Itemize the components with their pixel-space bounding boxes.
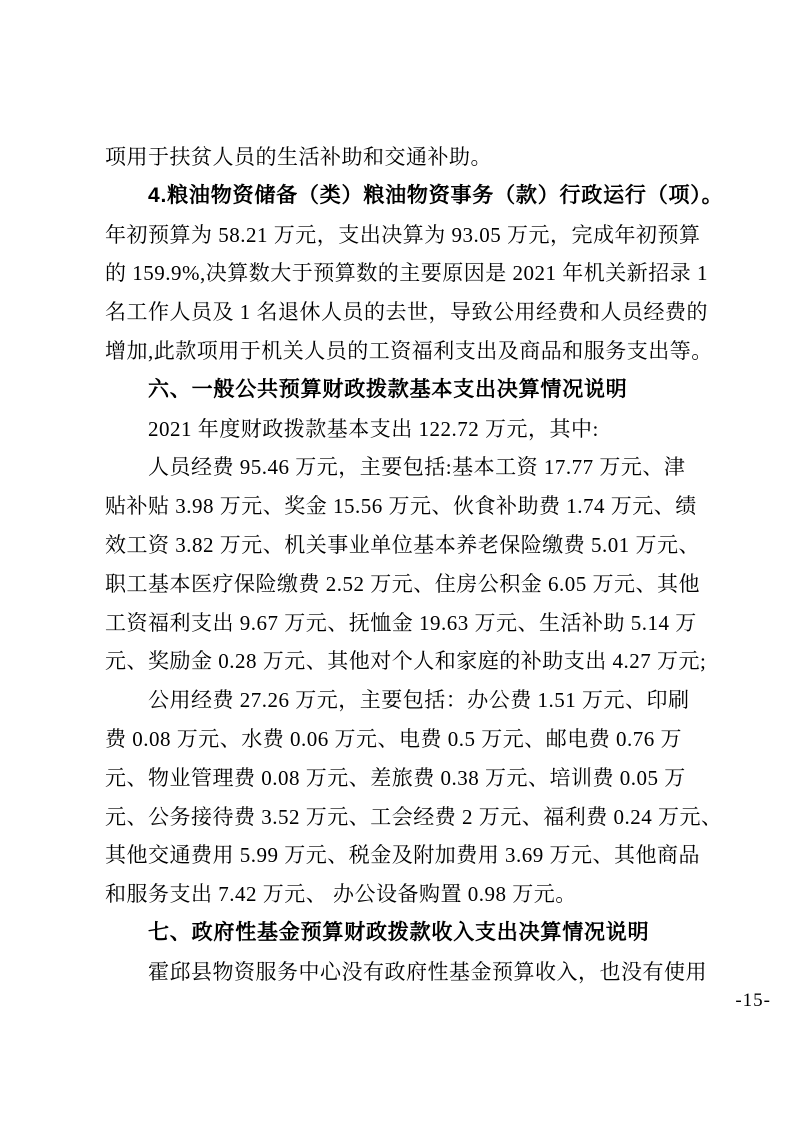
text-line: 的 159.9%,决算数大于预算数的主要原因是 2021 年机关新招录 1 <box>105 261 708 286</box>
text-line: 其他交通费用 5.99 万元、税金及附加费用 3.69 万元、其他商品 <box>105 843 700 868</box>
text-line: 效工资 3.82 万元、机关事业单位基本养老保险缴费 5.01 万元、 <box>105 532 700 557</box>
text-line: 项用于扶贫人员的生活补助和交通补助。 <box>105 145 492 169</box>
text-line: 元、物业管理费 0.08 万元、差旅费 0.38 万元、培训费 0.05 万 <box>105 765 686 790</box>
heading-line: 六、一般公共预算财政拨款基本支出决算情况说明 <box>148 377 628 401</box>
text-line: 增加,此款项用于机关人员的工资福利支出及商品和服务支出等。 <box>105 338 713 363</box>
text-line: 名工作人员及 1 名退休人员的去世，导致公用经费和人员经费的 <box>105 300 708 325</box>
heading-line: 七、政府性基金预算财政拨款收入支出决算情况说明 <box>148 920 650 944</box>
text-line: 年初预算为 58.21 万元，支出决算为 93.05 万元，完成年初预算 <box>105 222 701 247</box>
text-line: 霍邱县物资服务中心没有政府性基金预算收入，也没有使用 <box>148 959 707 984</box>
page-number: -15- <box>735 990 771 1011</box>
text-line: 工资福利支出 9.67 万元、抚恤金 19.63 万元、生活补助 5.14 万 <box>105 610 697 635</box>
heading-line: 4.粮油物资储备（类）粮油物资事务（款）行政运行（项）。 <box>148 183 724 207</box>
text-line: 元、公务接待费 3.52 万元、工会经费 2 万元、福利费 0.24 万元、 <box>105 804 723 829</box>
text-line: 和服务支出 7.42 万元、 办公设备购置 0.98 万元。 <box>105 882 577 907</box>
text-line: 元、奖励金 0.28 万元、其他对个人和家庭的补助支出 4.27 万元; <box>105 649 707 674</box>
text-line: 职工基本医疗保险缴费 2.52 万元、住房公积金 6.05 万元、其他 <box>105 571 700 596</box>
text-line: 2021 年度财政拨款基本支出 122.72 万元，其中: <box>148 416 599 441</box>
text-line: 公用经费 27.26 万元，主要包括：办公费 1.51 万元、印刷 <box>148 688 690 713</box>
text-line: 贴补贴 3.98 万元、奖金 15.56 万元、伙食补助费 1.74 万元、绩 <box>105 494 697 519</box>
text-line: 人员经费 95.46 万元，主要包括:基本工资 17.77 万元、津 <box>148 455 686 480</box>
text-line: 费 0.08 万元、水费 0.06 万元、电费 0.5 万元、邮电费 0.76 万 <box>105 726 682 751</box>
document-body <box>105 138 724 992</box>
